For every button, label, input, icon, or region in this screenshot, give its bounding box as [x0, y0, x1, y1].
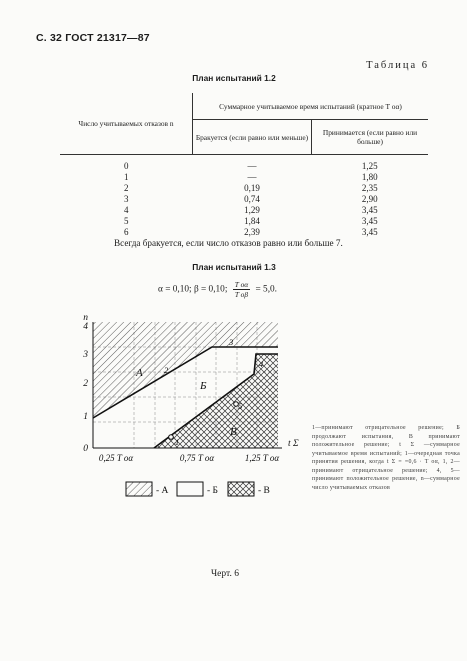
chart-legend: [126, 482, 270, 496]
cell-failures: 6: [124, 227, 129, 237]
cell-failures: 2: [124, 183, 129, 193]
plan-1-2-title: План испытаний 1.2: [192, 73, 276, 83]
cell-reject: 1,84: [244, 216, 260, 226]
cell-accept: 2,35: [361, 183, 378, 193]
legend-swatch-a: [126, 482, 152, 496]
cell-accept: 1,80: [361, 172, 378, 182]
legend-label-v: - В: [258, 486, 270, 496]
y-tick-4: 4: [83, 322, 88, 332]
region-label-v: В: [230, 426, 237, 438]
cell-failures: 3: [124, 194, 129, 204]
legend-label-b: - Б: [207, 486, 218, 496]
cell-reject: 0,19: [244, 183, 260, 193]
formula-params: α = 0,10; β = 0,10;: [158, 284, 228, 295]
cell-reject: 1,29: [244, 205, 260, 215]
y-tick-3: 3: [83, 350, 88, 360]
col-header-accept: Принимается (если равно или больше): [312, 120, 429, 155]
cell-reject: 0,74: [244, 194, 260, 204]
cell-failures: 1: [124, 172, 129, 182]
cell-reject: 2,39: [244, 227, 260, 237]
formula-result: = 5,0.: [255, 284, 277, 295]
cell-failures: 0: [124, 161, 129, 171]
chart-explanation: 1—принимают отрицательное решение; Б продолжают испытания, В принимают положительное решение; t Σ —суммарное учитываемое время испытаний; 1—очередная точка принятия решения, когда t Σ = =0,6 · T oα, 1, 2—принимают отрицательное решение; 4, 5—принимают положительное решение, n—суммарное число учитываемых отказов: [312, 425, 460, 491]
legend-label-a: - А: [156, 486, 169, 496]
line-label-1: 1: [175, 437, 180, 447]
x-axis-label: t Σ: [288, 439, 299, 449]
legend-swatch-v: [228, 482, 254, 496]
cell-reject: —: [247, 161, 257, 171]
x-tick-125: 1,25 T oα: [244, 453, 280, 463]
x-tick-075: 0,75 T oα: [179, 453, 215, 463]
table-number-label: Таблица 6: [366, 60, 429, 71]
cell-reject: —: [247, 172, 257, 182]
x-tick-025: 0,25 T oα: [98, 453, 134, 463]
line-label-3: 3: [229, 337, 234, 347]
y-tick-1: 1: [83, 412, 88, 422]
col-header-total-time: Суммарное учитываемое время испытаний (кратное T oα): [193, 93, 429, 120]
line-label-4: 4: [259, 359, 264, 369]
y-tick-2: 2: [83, 379, 88, 389]
legend-swatch-b: [177, 482, 203, 496]
line-label-2: 2: [164, 365, 169, 375]
col-header-failures: Число учитываемых отказов n: [60, 93, 193, 155]
col-header-reject: Бракуется (если равно или меньше): [193, 120, 312, 155]
y-tick-0: 0: [83, 444, 88, 454]
reject-note: Всегда бракуется, если число отказов равно или больше 7.: [114, 238, 343, 248]
formula-numerator: T oα: [234, 280, 249, 289]
y-axis-label: n: [83, 313, 88, 323]
region-label-a: A: [136, 367, 143, 379]
cell-failures: 5: [124, 216, 129, 226]
formula-denominator: T oβ: [234, 290, 249, 299]
cell-accept: 3,45: [361, 205, 378, 215]
line-label-5: 5: [238, 401, 243, 411]
cell-accept: 1,25: [361, 161, 378, 171]
cell-accept: 3,45: [361, 216, 378, 226]
page-header: С. 32 ГОСТ 21317—87: [36, 32, 150, 44]
cell-accept: 2,90: [361, 194, 378, 204]
cell-failures: 4: [124, 205, 129, 215]
cell-accept: 3,45: [361, 227, 378, 237]
region-label-b: Б: [200, 380, 207, 392]
plan-1-3-title: План испытаний 1.3: [192, 262, 276, 272]
figure-caption: Черт. 6: [211, 569, 239, 579]
